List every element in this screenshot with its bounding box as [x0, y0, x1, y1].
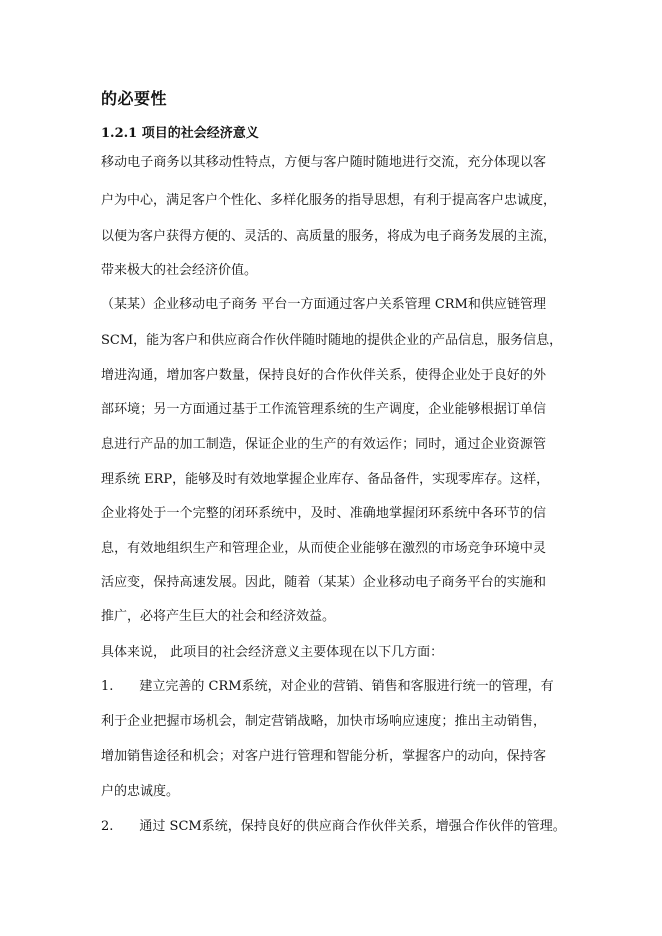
list-item-line: 增加销售途径和机会；对客户进行管理和智能分析，掌握客户的动向，保持客 [101, 749, 546, 764]
list-item-line: 2. 通过 SCM系统，保持良好的供应商合作伙伴关系，增强合作伙伴的管理。 [101, 819, 566, 834]
subsection-heading: 1.2.1 项目的社会经济意义 [101, 126, 259, 141]
paragraph-line: 息，有效地组织生产和管理企业，从而使企业能够在激烈的市场竞争环境中灵 [101, 541, 546, 556]
list-item-line: 1. 建立完善的 CRM系统，对企业的营销、销售和客服进行统一的管理，有 [101, 679, 554, 694]
paragraph-line: 带来极大的社会经济价值。 [101, 263, 258, 278]
paragraph-line: 活应变，保持高速发展。因此，随着（某某）企业移动电子商务平台的实施和 [101, 575, 546, 590]
paragraph-line: 推广，必将产生巨大的社会和经济效益。 [101, 609, 336, 624]
paragraph-line: （某某）企业移动电子商务 平台一方面通过客户关系管理 CRM和供应链管理 [101, 297, 546, 312]
list-item-line: 利于企业把握市场机会，制定营销战略，加快市场响应速度；推出主动销售， [101, 714, 546, 729]
paragraph-line: 移动电子商务以其移动性特点，方便与客户随时随地进行交流，充分体现以客 [101, 155, 546, 170]
list-item-line: 户的忠诚度。 [101, 784, 180, 799]
paragraph-line: 具体来说， 此项目的社会经济意义主要体现在以下几方面： [101, 645, 444, 660]
paragraph-line: 企业将处于一个完整的闭环系统中，及时、准确地掌握闭环系统中各环节的信 [101, 506, 546, 521]
paragraph-line: SCM，能为客户和供应商合作伙伴随时随地的提供企业的产品信息，服务信息， [101, 333, 563, 348]
paragraph-line: 增进沟通，增加客户数量，保持良好的合作伙伴关系，使得企业处于良好的外 [101, 368, 546, 383]
paragraph-line: 以便为客户获得方便的、灵活的、高质量的服务，将成为电子商务发展的主流， [101, 229, 557, 244]
paragraph-line: 户为中心，满足客户个性化、多样化服务的指导思想，有利于提高客户忠诚度， [101, 193, 557, 208]
paragraph-line: 理系统 ERP，能够及时有效地掌握企业库存、备品备件，实现零库存。这样， [101, 472, 550, 487]
paragraph-line: 部环境；另一方面通过基于工作流管理系统的生产调度，企业能够根据订单信 [101, 402, 546, 417]
section-heading: 的必要性 [101, 89, 168, 108]
paragraph-line: 息进行产品的加工制造，保证企业的生产的有效运作；同时，通过企业资源管 [101, 437, 546, 452]
